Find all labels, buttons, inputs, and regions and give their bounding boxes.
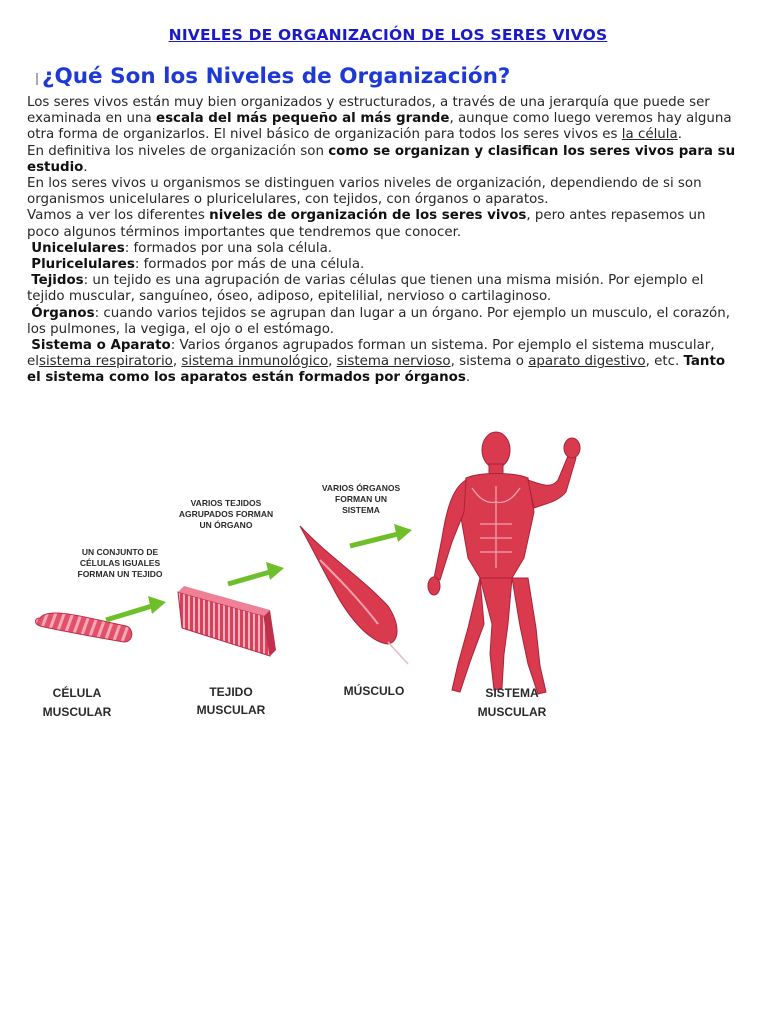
- paragraph: [27, 241, 739, 257]
- label-tejido-muscular-1: TEJIDO: [209, 685, 253, 699]
- text-run: : formados por una sola célula.: [124, 240, 333, 256]
- text-run: , sistema o: [450, 354, 529, 370]
- paragraph: [27, 95, 739, 144]
- text-run: : cuando varios tejidos se agrupan dan lugar a un órgano. Por ejemplo un musculo, el corazón, los pulmones, la vegiga, el ojo o el estómago.: [27, 305, 730, 337]
- muscle-levels-figure: [28, 428, 604, 728]
- paragraph: [27, 208, 739, 240]
- body-text: [27, 95, 739, 387]
- muscle-tissue-illustration: [178, 586, 276, 656]
- term-tejidos: Tejidos: [31, 273, 84, 289]
- caption-organs-form-system-2: FORMAN UN: [335, 494, 387, 504]
- bold-text: Tanto el sistema como los aparatos están formados por órganos: [27, 354, 726, 386]
- caption-cells-form-tissue-2: CÉLULAS IGUALES: [79, 558, 161, 568]
- link-aparato-digestivo[interactable]: aparato digestivo: [528, 354, 646, 370]
- label-tejido-muscular-2: MUSCULAR: [196, 703, 266, 717]
- label-musculo: MÚSCULO: [343, 684, 405, 698]
- link-sistema-nervioso[interactable]: sistema nervioso: [336, 354, 451, 370]
- bold-text: escala del más pequeño al más grande: [155, 111, 450, 127]
- label-celula-muscular-2: MUSCULAR: [42, 705, 112, 719]
- caption-organs-form-system-1: VARIOS ÓRGANOS: [321, 483, 401, 493]
- term-sistema: Sistema o Aparato: [31, 338, 171, 354]
- link-sistema-inmunologico[interactable]: sistema inmunológico: [181, 354, 329, 370]
- text-run: ,: [328, 354, 337, 370]
- text-run: Los seres vivos están muy bien organizados y estructurados, a través de una jerarquía que puede ser examinada en una: [27, 95, 710, 127]
- link-sistema-respiratorio[interactable]: sistema respiratorio: [38, 354, 173, 370]
- term-organos: Órganos: [31, 305, 95, 321]
- paragraph: [27, 338, 739, 387]
- section-heading: [36, 64, 510, 89]
- caption-tissues-form-organ-1: VARIOS TEJIDOS: [190, 498, 262, 508]
- paragraph: [27, 144, 739, 176]
- term-unicelulares: Unicelulares: [31, 240, 125, 256]
- text-run: : formados por más de una célula.: [134, 257, 365, 273]
- paragraph: [27, 257, 739, 273]
- text-run: : Varios órganos agrupados forman un sistema. Por ejemplo el sistema muscular, el: [27, 338, 715, 370]
- caption-tissues-form-organ-3: UN ÓRGANO: [199, 520, 253, 530]
- page-title: NIVELES DE ORGANIZACIÓN DE LOS SERES VIVOS: [168, 26, 608, 44]
- image-placeholder-icon: [36, 73, 38, 85]
- text-run: .: [465, 370, 471, 386]
- text-run: , pero antes repasemos un poco algunos términos importantes que tendremos que conocer.: [27, 208, 706, 240]
- text-run: ,: [172, 354, 182, 370]
- label-sistema-muscular-1: SISTEMA: [485, 686, 539, 700]
- arrow-icon: [350, 524, 412, 546]
- text-run: .: [83, 159, 88, 175]
- arrow-icon: [106, 596, 166, 620]
- text-run: .: [677, 127, 682, 143]
- bold-text: como se organizan y clasifican los seres vivos para su estudio: [27, 143, 736, 175]
- term-pluricelulares: Pluricelulares: [31, 257, 135, 273]
- label-celula-muscular-1: CÉLULA: [52, 686, 102, 700]
- paragraph: [27, 306, 739, 338]
- caption-cells-form-tissue-3: FORMAN UN TEJIDO: [77, 569, 163, 579]
- text-run: : un tejido es una agrupación de varias células que tienen una misma misión. Por ejemplo el tejido muscular, sanguíneo, óseo, adiposo, epitelilial, nervioso o cartilaginoso.: [27, 273, 704, 305]
- text-run: , etc.: [645, 354, 684, 370]
- text-run: Vamos a ver los diferentes: [27, 208, 210, 224]
- text-run: En definitiva los niveles de organización son: [27, 143, 329, 159]
- text-run: , aunque como luego veremos hay alguna otra forma de organizarlos. El nivel básico de organización para todos los seres vivos es: [27, 111, 732, 143]
- section-heading-text: ¿Qué Son los Niveles de Organización?: [42, 64, 511, 89]
- bold-text: niveles de organización de los seres vivos: [209, 208, 527, 224]
- caption-organs-form-system-3: SISTEMA: [342, 505, 380, 515]
- muscular-system-figure: [428, 432, 580, 694]
- paragraph: En los seres vivos u organismos se distinguen varios niveles de organización, dependiendo de si son organismos unicelulares o pluricelulares, con tejidos, con órganos o aparatos.: [27, 176, 702, 208]
- caption-cells-form-tissue-1: UN CONJUNTO DE: [81, 547, 159, 557]
- paragraph: [27, 273, 739, 305]
- caption-tissues-form-organ-2: AGRUPADOS FORMAN: [178, 509, 274, 519]
- link-la-celula[interactable]: la célula: [621, 127, 678, 143]
- label-sistema-muscular-2: MUSCULAR: [477, 705, 547, 719]
- arrow-icon: [228, 562, 284, 584]
